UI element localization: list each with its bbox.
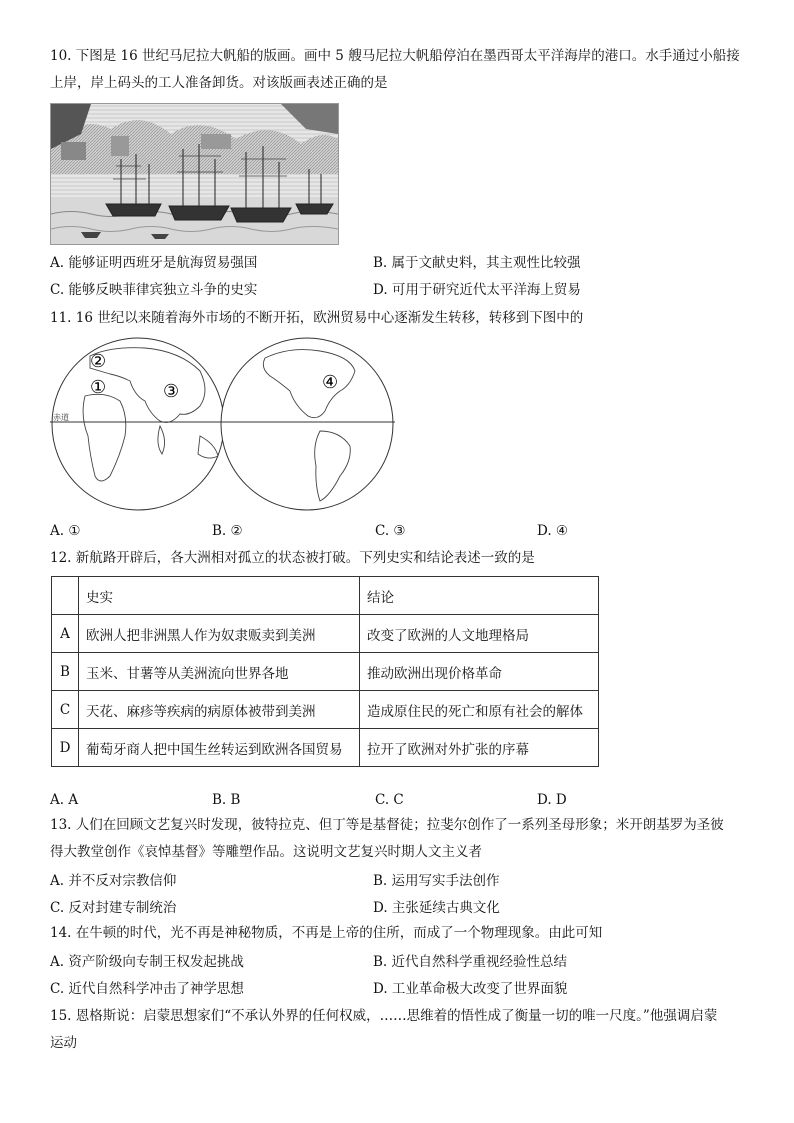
table-cell: 欧洲人把非洲黑人作为奴隶贩卖到美洲 <box>79 615 360 653</box>
table-cell: 推动欧洲出现价格革命 <box>360 653 599 691</box>
q13-option-b[interactable]: B. 运用写实手法创作 <box>373 873 500 889</box>
map-marker-3: ③ <box>163 381 180 402</box>
q12-option-a[interactable]: A. A <box>50 792 79 808</box>
q11-option-d[interactable]: D. ④ <box>537 523 569 539</box>
q13-option-c[interactable]: C. 反对封建专制统治 <box>50 900 177 916</box>
q10-stem <box>50 43 750 97</box>
q11-option-c[interactable]: C. ③ <box>375 523 406 539</box>
table-row <box>52 691 599 729</box>
table-header-row <box>52 577 599 615</box>
world-hemispheres-map <box>50 336 395 511</box>
table-cell: 葡萄牙商人把中国生丝转运到欧洲各国贸易 <box>79 729 360 767</box>
q11-option-a[interactable]: A. ① <box>50 523 81 539</box>
table-cell: D <box>52 729 79 767</box>
q13-stem-line1: 13. 人们在回顾文艺复兴时发现，彼特拉克、但丁等是基督徒；拉斐尔创作了一系列圣母形象；米开朗基罗为圣彼 <box>50 817 724 833</box>
equator-label: 赤道 <box>53 413 69 422</box>
q13-stem-line2: 得大教堂创作《哀悼基督》等雕塑作品。这说明文艺复兴时期人文主义者 <box>50 844 482 860</box>
q10-option-a[interactable]: A. 能够证明西班牙是航海贸易强国 <box>50 255 258 271</box>
table-cell: A <box>52 615 79 653</box>
q15-stem-line2: 运动 <box>50 1035 77 1051</box>
q12-option-b[interactable]: B. B <box>212 792 241 808</box>
table-row <box>52 729 599 767</box>
table-cell: 天花、麻疹等疾病的病原体被带到美洲 <box>79 691 360 729</box>
q14-option-c[interactable]: C. 近代自然科学冲击了神学思想 <box>50 981 244 997</box>
table-cell: 造成原住民的死亡和原有社会的解体 <box>360 691 599 729</box>
facts-conclusions-table <box>51 576 599 767</box>
q14-option-d[interactable]: D. 工业革命极大改变了世界面貌 <box>373 981 568 997</box>
map-marker-4: ④ <box>322 372 339 393</box>
q10-option-b[interactable]: B. 属于文献史料，其主观性比较强 <box>373 255 581 271</box>
map-marker-1: ① <box>90 377 107 398</box>
table-header-cell <box>52 577 79 615</box>
table-cell: 拉开了欧洲对外扩张的序幕 <box>360 729 599 767</box>
q13-option-d[interactable]: D. 主张延续古典文化 <box>373 900 500 916</box>
table-cell: C <box>52 691 79 729</box>
table-header-cell: 史实 <box>79 577 360 615</box>
q15-stem <box>50 1003 750 1057</box>
table-row <box>52 653 599 691</box>
q14-option-a[interactable]: A. 资产阶级向专制王权发起挑战 <box>50 954 244 970</box>
q12-option-d[interactable]: D. D <box>537 792 567 808</box>
q15-stem-line1: 15. 恩格斯说：启蒙思想家们“不承认外界的任何权威，……思维着的悟性成了衡量一切的唯一尺度。”他强调启蒙 <box>50 1008 718 1024</box>
table-cell: B <box>52 653 79 691</box>
q14-option-b[interactable]: B. 近代自然科学重视经验性总结 <box>373 954 568 970</box>
q10-option-d[interactable]: D. 可用于研究近代太平洋海上贸易 <box>373 282 581 298</box>
q13-option-a[interactable]: A. 并不反对宗教信仰 <box>50 873 177 889</box>
galleon-engraving-image <box>50 103 339 245</box>
map-marker-2: ② <box>90 351 107 372</box>
q10-stem-line1: 10. 下图是 16 世纪马尼拉大帆船的版画。画中 5 艘马尼拉大帆船停泊在墨西哥太平洋海岸的港口。水手通过小船接 <box>50 48 740 64</box>
q11-option-b[interactable]: B. ② <box>212 523 243 539</box>
table-row <box>52 615 599 653</box>
q12-option-c[interactable]: C. C <box>375 792 404 808</box>
table-cell: 玉米、甘薯等从美洲流向世界各地 <box>79 653 360 691</box>
q10-stem-line2: 上岸，岸上码头的工人准备卸货。对该版画表述正确的是 <box>50 75 388 91</box>
q10-option-c[interactable]: C. 能够反映菲律宾独立斗争的史实 <box>50 282 258 298</box>
table-header-cell: 结论 <box>360 577 599 615</box>
table-cell: 改变了欧洲的人文地理格局 <box>360 615 599 653</box>
q12-stem: 12. 新航路开辟后，各大洲相对孤立的状态被打破。下列史实和结论表述一致的是 <box>50 550 535 566</box>
q13-stem <box>50 812 750 866</box>
q14-stem: 14. 在牛顿的时代，光不再是神秘物质，不再是上帝的住所，而成了一个物理现象。由此可知 <box>50 925 603 941</box>
q11-stem: 11. 16 世纪以来随着海外市场的不断开拓，欧洲贸易中心逐渐发生转移，转移到下图中的 <box>50 310 584 326</box>
